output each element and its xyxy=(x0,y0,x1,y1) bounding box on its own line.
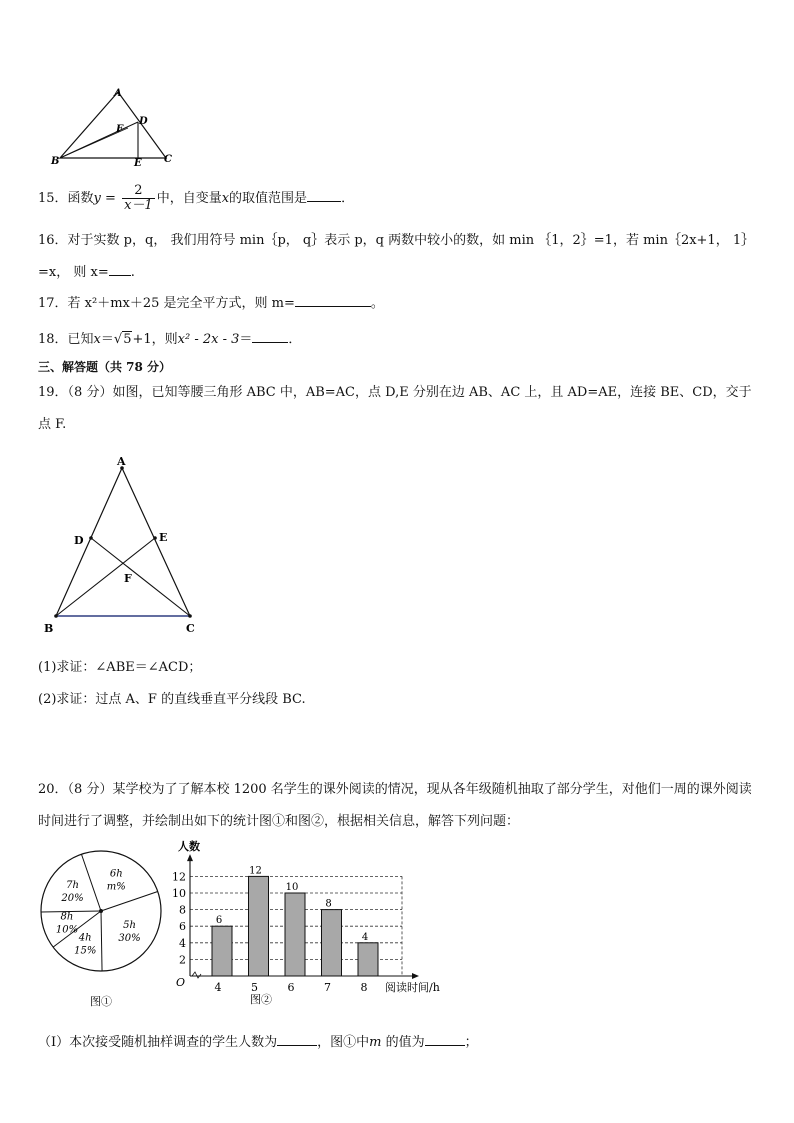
bar-caption: 图② xyxy=(250,993,272,1006)
q14-label-b: B xyxy=(51,156,60,167)
pie-center xyxy=(99,909,103,913)
bar-y-arrow xyxy=(187,854,193,861)
q19-label-e: E xyxy=(159,531,168,544)
q20-m-blank[interactable] xyxy=(425,1033,465,1046)
q19-label-a: A xyxy=(117,455,126,468)
q15-answer-blank[interactable] xyxy=(307,189,341,202)
bar-xtick-8: 8 xyxy=(360,981,368,994)
q20-sub-1 xyxy=(38,1031,478,1050)
q17-answer-blank[interactable] xyxy=(295,294,371,307)
q14-label-f: F xyxy=(116,124,124,135)
q18-plus: +1，则 xyxy=(132,332,178,347)
q15-end: ． xyxy=(341,191,355,206)
q19-figure xyxy=(38,452,208,638)
q19-part-1: (1)求证：∠ABE＝∠ACD； xyxy=(38,660,202,675)
bar-xtick-5: 5 xyxy=(251,981,258,994)
q17-end: 。 xyxy=(370,296,384,311)
q20-m: m xyxy=(369,1035,382,1050)
section-3-heading: 三、解答题（共 78 分） xyxy=(38,360,172,374)
bar-ytick-8: 8 xyxy=(179,903,186,917)
q15-denominator: x－1 xyxy=(124,198,153,213)
q14-label-d: D xyxy=(139,116,148,127)
q15-suffix: 的取值范围是 xyxy=(229,191,308,206)
pie-chart xyxy=(38,848,168,1018)
q18-answer-blank[interactable] xyxy=(252,330,288,343)
question-15 xyxy=(38,184,354,213)
q15-x: x xyxy=(221,191,230,206)
q15-fraction xyxy=(122,184,155,213)
q16-line2-prefix: =x， 则 x= xyxy=(38,265,109,280)
q18-prefix: 18．已知 xyxy=(38,332,94,347)
q18-expression: x² - 2x - 3 xyxy=(177,332,240,347)
bar-value-6: 10 xyxy=(285,882,299,893)
q15-middle: 中，自变量 xyxy=(156,191,222,206)
q19-label-b: B xyxy=(44,622,54,635)
pie-slice-value-3: 10% xyxy=(55,924,79,936)
bar-xtick-7: 7 xyxy=(324,981,331,994)
bar-value-4: 6 xyxy=(215,915,223,927)
bar-xtick-4: 4 xyxy=(214,981,222,994)
question-17 xyxy=(38,292,384,311)
q20-sub1-prefix: （Ⅰ）本次接受随机抽样调查的学生人数为 xyxy=(38,1035,278,1050)
q20-sub1-mid2: 的值为 xyxy=(381,1035,425,1050)
pie-caption: 图① xyxy=(90,995,112,1008)
q14-label-c: C xyxy=(164,154,172,165)
bar-ytick-10: 10 xyxy=(172,887,186,900)
q19-label-f: F xyxy=(124,572,132,585)
bar-axis-break xyxy=(192,972,201,978)
bar-8 xyxy=(358,943,378,976)
bar-ytick-12: 12 xyxy=(172,870,186,884)
bar-origin: O xyxy=(176,976,186,989)
q17-prefix: 17．若 x²＋mx＋25 是完全平方式，则 m= xyxy=(38,296,295,311)
q15-y: y xyxy=(93,191,101,206)
q15-prefix: 15．函数 xyxy=(38,191,94,206)
q19-label-c: C xyxy=(186,622,195,635)
q15-numerator: 2 xyxy=(122,184,155,199)
q20-sub1-end: ； xyxy=(464,1035,478,1050)
q16-end: . xyxy=(130,265,135,280)
question-18 xyxy=(38,328,301,347)
pie-slice-label-2: 4h xyxy=(78,932,92,944)
bar-ytick-4: 4 xyxy=(179,936,186,950)
bar-ytick-2: 2 xyxy=(179,953,186,967)
question-20-text: 20．（8 分）某学校为了了解本校 1200 名学生的课外阅读的情况，现从各年级随机抽取了部分学生，对他们一周的课外阅读时间进行了调整，并绘制出如下的统计图①和图②，根据相关信息，解答下列问题： xyxy=(38,782,752,829)
q14-label-a: A xyxy=(114,88,122,99)
bar-5 xyxy=(249,876,269,976)
pie-slice-value-1: 30% xyxy=(118,932,141,944)
q15-eq: = xyxy=(100,191,121,206)
question-16-line1: 16．对于实数 p，q， 我们用符号 min｛p， q｝表示 p，q 两数中较小的数，如 min ｛1，2｝=1，若 min｛2x+1， 1｝ xyxy=(38,233,755,248)
bar-4 xyxy=(212,926,232,976)
bar-7 xyxy=(322,910,342,976)
pie-slice-label-0: 6h xyxy=(109,868,123,880)
q20-count-blank[interactable] xyxy=(277,1033,317,1046)
q19-label-d: D xyxy=(74,534,84,547)
bar-ytick-6: 6 xyxy=(179,920,186,934)
q18-eq2: ＝ xyxy=(239,332,253,347)
bar-xlabel: 阅读时间/h xyxy=(385,981,440,994)
bar-x-arrow xyxy=(412,973,419,979)
q14-label-e: E xyxy=(134,158,142,168)
pie-slice-value-2: 15% xyxy=(74,945,97,957)
pie-slice-label-3: 8h xyxy=(60,911,74,923)
q18-x: x xyxy=(93,332,101,347)
bar-6 xyxy=(285,893,305,976)
pie-slice-value-0: m% xyxy=(106,881,126,893)
q18-end: ． xyxy=(288,332,302,347)
question-16-line2 xyxy=(38,261,135,280)
q18-sqrt-value: 5 xyxy=(123,332,132,347)
pie-slice-value-4: 20% xyxy=(61,893,84,905)
bar-value-8: 4 xyxy=(361,931,369,943)
bar-chart xyxy=(165,838,465,1010)
q19-part-2: (2)求证：过点 A、F 的直线垂直平分线段 BC. xyxy=(38,692,306,707)
q18-sqrt-sign: √ xyxy=(113,332,123,347)
bar-value-5: 12 xyxy=(249,865,262,877)
pie-slice-label-4: 7h xyxy=(66,880,79,892)
bar-xtick-6: 6 xyxy=(287,981,295,994)
q18-eq: ＝ xyxy=(100,332,114,347)
q14-figure xyxy=(46,86,186,168)
question-19-text: 19．（8 分）如图，已知等腰三角形 ABC 中，AB=AC，点 D,E 分别在边 AB、AC 上，且 AD=AE，连接 BE、CD，交于点 F. xyxy=(38,385,752,432)
bar-ylabel: 人数 xyxy=(178,840,200,853)
q20-sub1-mid: ，图①中 xyxy=(317,1035,370,1050)
bar-value-7: 8 xyxy=(325,898,332,910)
pie-slice-label-1: 5h xyxy=(123,919,136,931)
q16-answer-blank[interactable] xyxy=(109,263,131,276)
